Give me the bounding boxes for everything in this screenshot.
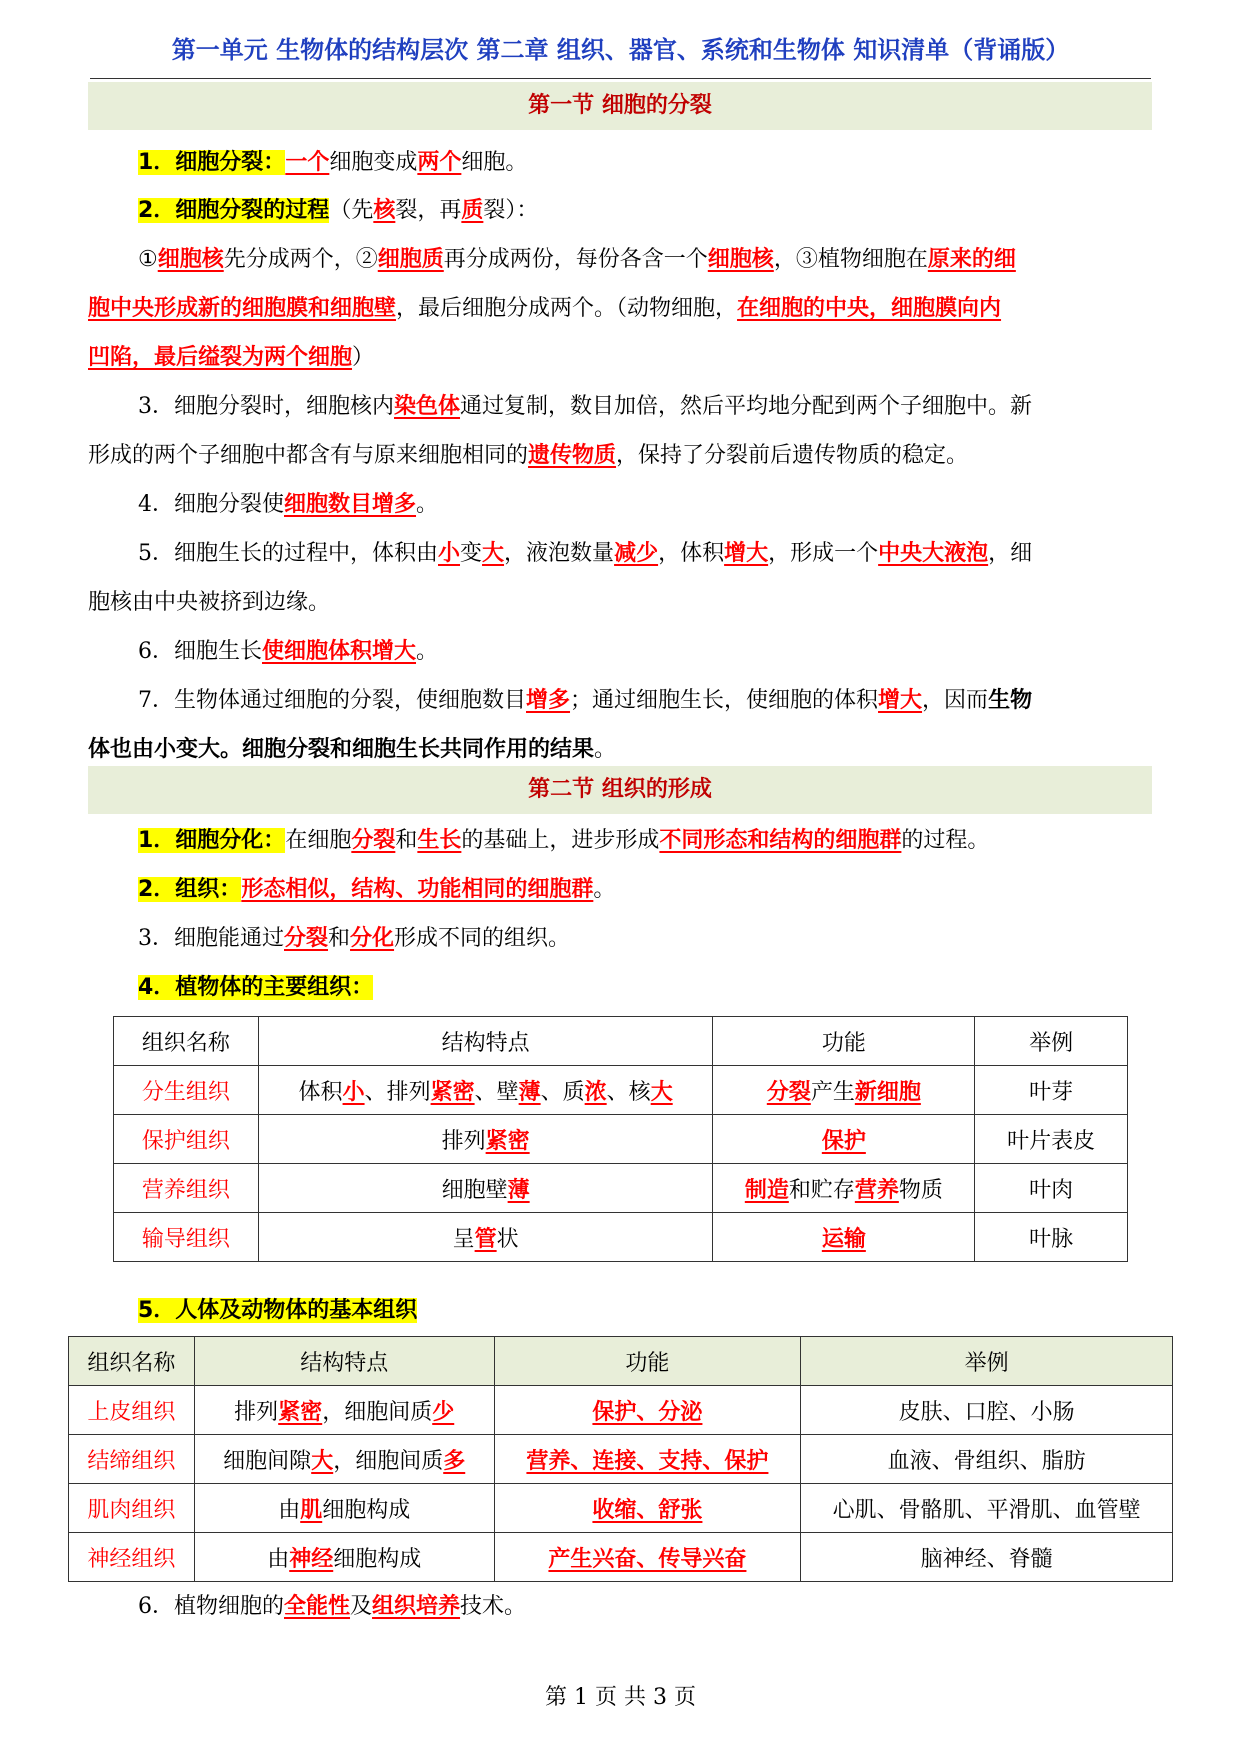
keyword: 质: [461, 197, 484, 223]
sec2-point-4: [88, 963, 1152, 1012]
text: ，保持了分裂前后遗传物质的稳定。: [616, 443, 969, 468]
text: 6．细胞生长: [138, 639, 262, 664]
col-header: 组织名称: [114, 1017, 259, 1066]
col-header: 举例: [801, 1337, 1173, 1386]
tissue-name: 分生组织: [114, 1066, 259, 1115]
text: 细胞间隙: [223, 1448, 312, 1474]
text: 和: [328, 926, 351, 951]
keyword: 凹陷，最后缢裂为两个细胞: [88, 344, 353, 370]
tissue-name: 肌肉组织: [69, 1484, 195, 1533]
keyword: 使细胞体积增大: [262, 638, 417, 664]
text: 体积: [298, 1079, 343, 1105]
text: ，③植物细胞在: [773, 247, 928, 272]
point-5: [88, 529, 1152, 578]
example-cell: 血液、骨组织、脂肪: [801, 1435, 1173, 1484]
text: 。: [593, 877, 616, 902]
text: 5．细胞生长的过程中，体积由: [138, 541, 438, 566]
keyword: 多: [443, 1448, 466, 1474]
function-cell: [713, 1115, 975, 1164]
text: 3．细胞能通过: [138, 926, 284, 951]
keyword: 薄: [507, 1177, 530, 1203]
keyword: 原来的细: [927, 246, 1016, 272]
text: 变: [460, 541, 483, 566]
keyword: 神经: [289, 1546, 334, 1572]
keyword: 产生兴奋、传导兴奋: [548, 1546, 747, 1572]
keyword: 制造: [744, 1177, 789, 1203]
keyword: 紧密: [430, 1079, 475, 1105]
keyword: 增多: [526, 687, 571, 713]
tissue-name: 营养组织: [114, 1164, 259, 1213]
keyword: 形态相似，结构、功能相同的细胞群: [241, 876, 594, 902]
tissue-name: 保护组织: [114, 1115, 259, 1164]
text: 裂）：: [483, 198, 539, 223]
text: 裂，再: [395, 198, 462, 223]
text: ，因而: [922, 688, 989, 713]
keyword: 管: [474, 1226, 497, 1252]
function-cell: [494, 1386, 801, 1435]
tissue-name: 结缔组织: [69, 1435, 195, 1484]
text: 胞核由中央被挤到边缘。: [88, 590, 331, 615]
point-1: [88, 138, 1152, 187]
col-header: 举例: [975, 1017, 1128, 1066]
table-header-row: [114, 1017, 1128, 1066]
keyword: 细胞核: [707, 246, 774, 272]
structure-cell: [258, 1115, 713, 1164]
structure-cell: [258, 1213, 713, 1262]
point-7: [88, 676, 1152, 725]
point-heading: 2．细胞分裂的过程: [138, 198, 330, 223]
text: 。: [416, 639, 439, 664]
structure-cell: [194, 1386, 494, 1435]
keyword: 一个: [285, 149, 330, 175]
keyword: 肌: [300, 1497, 323, 1523]
keyword: 大: [650, 1079, 673, 1105]
text: 形成不同的组织。: [394, 926, 571, 951]
point-6: [88, 627, 1152, 676]
keyword: 薄: [518, 1079, 541, 1105]
table-header-row: [69, 1337, 1173, 1386]
text: ；通过细胞生长，使细胞的体积: [570, 688, 879, 713]
example-cell: 脑神经、脊髓: [801, 1533, 1173, 1582]
table-row: [69, 1533, 1173, 1582]
text: 先分成两个，②: [223, 247, 378, 272]
keyword: 少: [432, 1399, 455, 1425]
section-title-2: 第二节 组织的形成: [88, 766, 1152, 814]
table-row: [114, 1213, 1128, 1262]
function-cell: [494, 1484, 801, 1533]
text: ，细: [988, 541, 1033, 566]
point-heading: 2．组织：: [138, 877, 242, 902]
point-4: [88, 480, 1152, 529]
text: 的基础上，进步形成: [461, 828, 660, 853]
example-cell: 叶肉: [975, 1164, 1128, 1213]
keyword: 收缩、舒张: [592, 1497, 703, 1523]
keyword: 生长: [417, 827, 462, 853]
text: 通过复制，数目加倍，然后平均地分配到两个子细胞中。新: [460, 394, 1033, 419]
text: ，细胞间质: [333, 1448, 444, 1474]
keyword: 小: [342, 1079, 365, 1105]
text: 细胞构成: [333, 1546, 422, 1572]
animal-tissue-table: [68, 1336, 1173, 1582]
text: 。: [594, 737, 617, 762]
text: 物质: [898, 1177, 943, 1203]
page-footer: 第 1 页 共 3 页: [545, 1685, 696, 1710]
text: 技术。: [460, 1594, 527, 1619]
structure-cell: [258, 1066, 713, 1115]
text: ）: [352, 345, 375, 370]
text: 及: [350, 1594, 373, 1619]
example-cell: 叶芽: [975, 1066, 1128, 1115]
point-heading: 1．细胞分裂：: [138, 150, 286, 175]
text: 细胞变成: [329, 150, 418, 175]
keyword: 保护: [821, 1128, 866, 1154]
sec2-point-6: [88, 1582, 1152, 1631]
col-header: 结构特点: [258, 1017, 713, 1066]
keyword: 遗传物质: [528, 442, 617, 468]
text: 呈: [452, 1226, 475, 1252]
text: 细胞构成: [322, 1497, 411, 1523]
keyword: 两个: [417, 149, 462, 175]
structure-cell: [194, 1484, 494, 1533]
function-cell: [713, 1213, 975, 1262]
point-heading: 5．人体及动物体的基本组织: [138, 1298, 418, 1323]
text: 排列: [441, 1128, 486, 1154]
point-5-cont: [88, 578, 1152, 627]
text: ，液泡数量: [504, 541, 615, 566]
plant-tissue-table: [113, 1016, 1128, 1262]
text: 在细胞: [285, 828, 352, 853]
example-cell: 叶片表皮: [975, 1115, 1128, 1164]
structure-cell: [194, 1435, 494, 1484]
text: 、壁: [474, 1079, 519, 1105]
keyword: 分化: [350, 925, 395, 951]
keyword: 细胞数目增多: [284, 491, 417, 517]
text: ，最后细胞分成两个。（动物细胞，: [396, 296, 738, 321]
keyword: 紧密: [485, 1128, 530, 1154]
text: ，细胞间质: [322, 1399, 433, 1425]
keyword: 染色体: [394, 393, 461, 419]
text: 、排列: [364, 1079, 431, 1105]
keyword: 减少: [614, 540, 659, 566]
sec2-point-5: [88, 1286, 1152, 1335]
keyword: 分裂: [284, 925, 329, 951]
keyword: 新细胞: [854, 1079, 921, 1105]
point-heading: 1．细胞分化：: [138, 828, 286, 853]
text: 、质: [540, 1079, 585, 1105]
col-header: 组织名称: [69, 1337, 195, 1386]
function-cell: [713, 1066, 975, 1115]
keyword: 分裂: [766, 1079, 811, 1105]
text: 细胞壁: [441, 1177, 508, 1203]
section-title-1: 第一节 细胞的分裂: [88, 82, 1152, 130]
tissue-name: 神经组织: [69, 1533, 195, 1582]
point-3-cont: [88, 431, 1152, 480]
text: 和贮存: [788, 1177, 855, 1203]
table-row: [69, 1435, 1173, 1484]
keyword: 浓: [584, 1079, 607, 1105]
text: （先: [329, 198, 374, 223]
text: 的过程。: [901, 828, 990, 853]
tissue-name: 输导组织: [114, 1213, 259, 1262]
keyword: 胞中央形成新的细胞膜和细胞壁: [88, 295, 397, 321]
text: 形成的两个子细胞中都含有与原来细胞相同的: [88, 443, 529, 468]
keyword: 保护、分泌: [592, 1399, 703, 1425]
text: 细胞。: [461, 150, 528, 175]
keyword: 增大: [724, 540, 769, 566]
keyword: 运输: [821, 1226, 866, 1252]
keyword: 核: [373, 197, 396, 223]
text: ，体积: [658, 541, 725, 566]
bold-text: 生物: [988, 688, 1033, 713]
page-header: 第一单元 生物体的结构层次 第二章 组织、器官、系统和生物体 知识清单（背诵版）: [90, 30, 1151, 79]
text: 、核: [606, 1079, 651, 1105]
structure-cell: [258, 1164, 713, 1213]
process-line-3: [88, 333, 1152, 382]
sec2-point-3: [88, 914, 1152, 963]
keyword: 分裂: [351, 827, 396, 853]
keyword: 不同形态和结构的细胞群: [659, 827, 902, 853]
text: 再分成两份，每份各含一个: [443, 247, 708, 272]
keyword: 小: [438, 540, 461, 566]
function-cell: [713, 1164, 975, 1213]
table-row: [114, 1164, 1128, 1213]
text: 6．植物细胞的: [138, 1594, 284, 1619]
function-cell: [494, 1533, 801, 1582]
col-header: 功能: [713, 1017, 975, 1066]
example-cell: 心肌、骨骼肌、平滑肌、血管壁: [801, 1484, 1173, 1533]
text: 3．细胞分裂时，细胞核内: [138, 394, 394, 419]
sec2-point-2: [88, 865, 1152, 914]
text: 和: [395, 828, 418, 853]
keyword: 大: [482, 540, 505, 566]
sec2-point-1: [88, 816, 1152, 865]
keyword: 增大: [878, 687, 923, 713]
text: 由: [278, 1497, 301, 1523]
text: 4．细胞分裂使: [138, 492, 284, 517]
point-heading: 4．植物体的主要组织：: [138, 975, 374, 1000]
keyword: 大: [311, 1448, 334, 1474]
tissue-name: 上皮组织: [69, 1386, 195, 1435]
text: ①: [138, 247, 158, 272]
text: 排列: [234, 1399, 279, 1425]
keyword: 营养: [854, 1177, 899, 1203]
process-line-2: [88, 284, 1152, 333]
point-3: [88, 382, 1152, 431]
function-cell: [494, 1435, 801, 1484]
keyword: 细胞核: [157, 246, 224, 272]
keyword: 紧密: [278, 1399, 323, 1425]
text: 7．生物体通过细胞的分裂，使细胞数目: [138, 688, 526, 713]
keyword: 中央大液泡: [878, 540, 989, 566]
text: 由: [267, 1546, 290, 1572]
table-row: [69, 1386, 1173, 1435]
example-cell: 皮肤、口腔、小肠: [801, 1386, 1173, 1435]
keyword: 组织培养: [372, 1593, 461, 1619]
keyword: 在细胞的中央，细胞膜向内: [737, 295, 1002, 321]
text: 状: [496, 1226, 519, 1252]
keyword: 营养、连接、支持、保护: [526, 1448, 769, 1474]
point-2: [88, 186, 1152, 235]
col-header: 结构特点: [194, 1337, 494, 1386]
table-row: [114, 1115, 1128, 1164]
col-header: 功能: [494, 1337, 801, 1386]
bold-text: 体也由小变大。细胞分裂和细胞生长共同作用的结果: [88, 737, 595, 762]
process-line-1: [88, 235, 1152, 284]
structure-cell: [194, 1533, 494, 1582]
table-row: [114, 1066, 1128, 1115]
keyword: 细胞质: [377, 246, 444, 272]
text: 。: [416, 492, 439, 517]
text: ，形成一个: [768, 541, 879, 566]
text: 产生: [810, 1079, 855, 1105]
keyword: 全能性: [284, 1593, 351, 1619]
example-cell: 叶脉: [975, 1213, 1128, 1262]
table-row: [69, 1484, 1173, 1533]
